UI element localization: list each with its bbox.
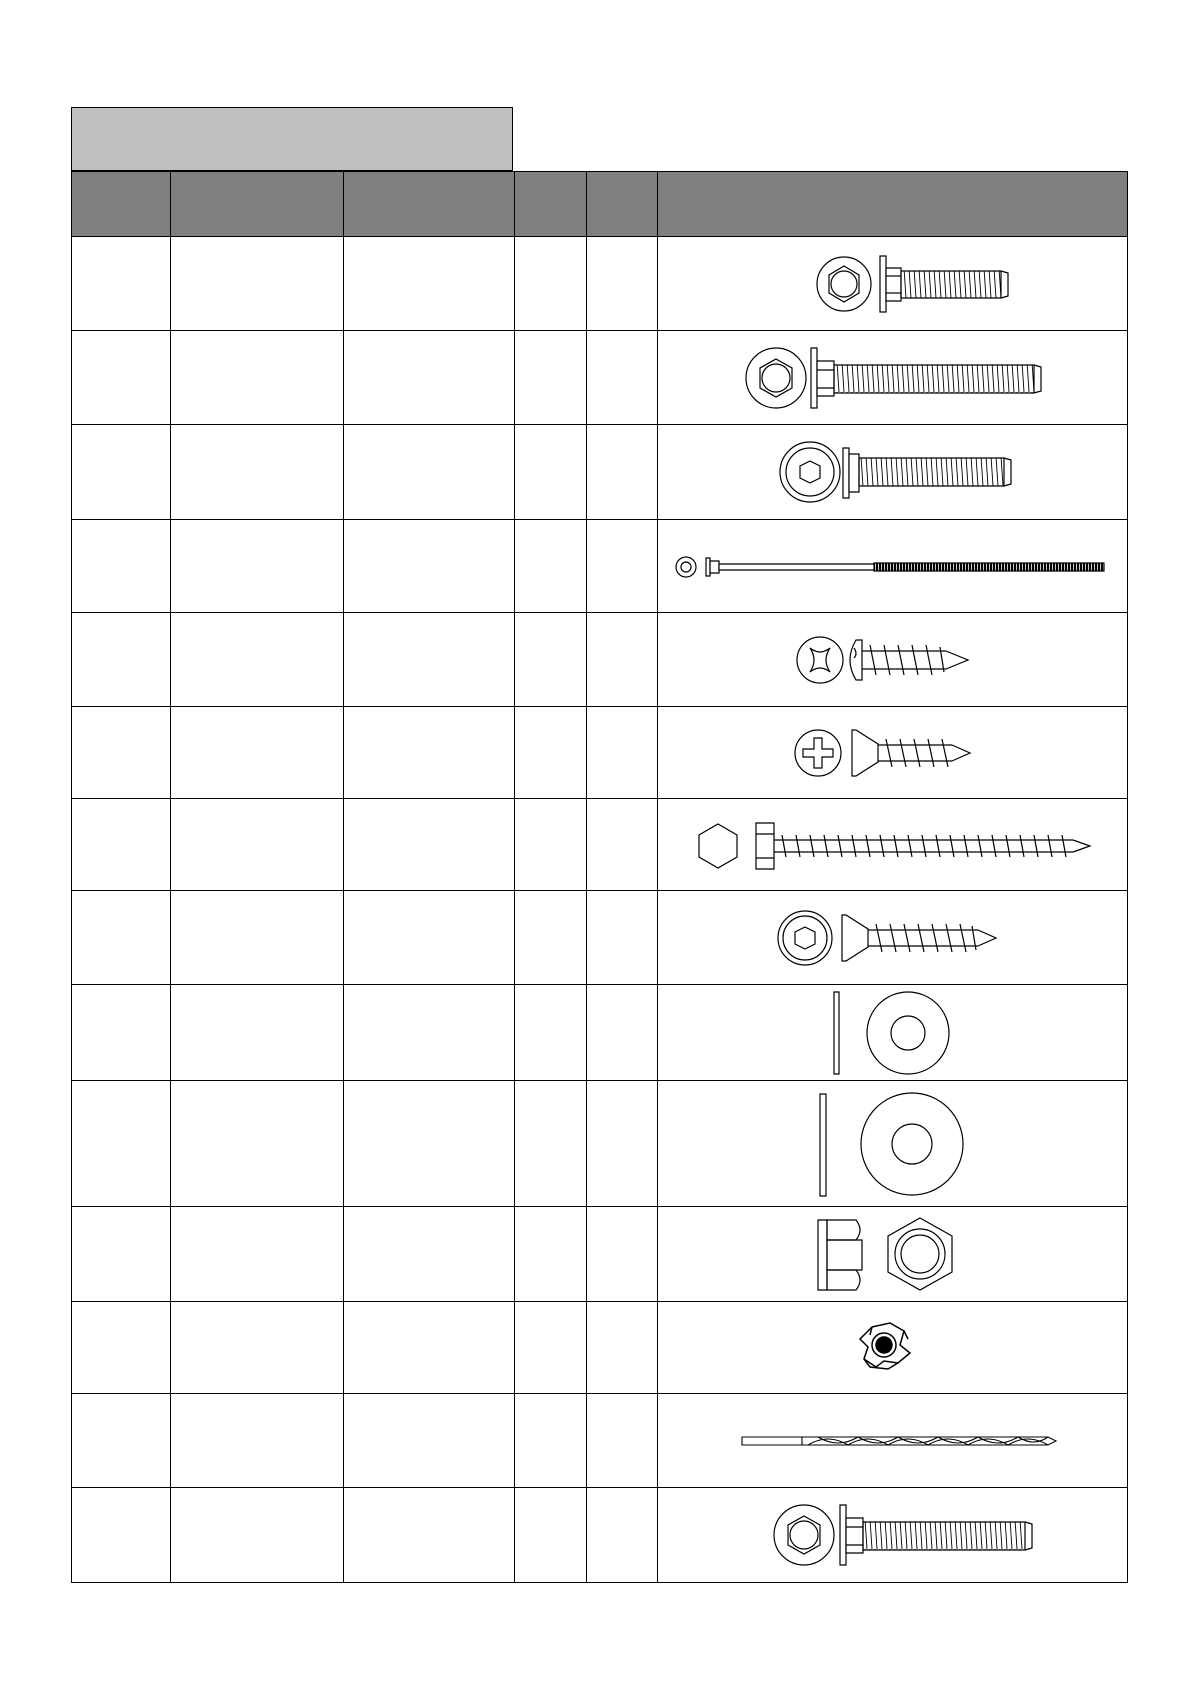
cell-size (344, 1394, 515, 1488)
cell-quantity (515, 1302, 587, 1394)
cell-size (344, 425, 515, 520)
hex-socket-countersunk-screw-icon (658, 892, 1128, 984)
cell-quantity (515, 613, 587, 707)
cell-spare (587, 1488, 658, 1583)
drill-bit-icon (658, 1395, 1128, 1487)
cell-code (72, 1302, 171, 1394)
cell-quantity (515, 1207, 587, 1302)
cell-quantity (515, 891, 587, 985)
column-header-description (171, 172, 344, 237)
cell-spare (587, 425, 658, 520)
cell-code (72, 1207, 171, 1302)
cell-spare (587, 1207, 658, 1302)
table-row (72, 331, 1128, 425)
hardware-table (71, 171, 1128, 1583)
tee-nut-icon (658, 1303, 1128, 1393)
cell-code (72, 1394, 171, 1488)
cell-spare (587, 1081, 658, 1207)
cell-quantity (515, 799, 587, 891)
table-row (72, 425, 1128, 520)
cell-description (171, 1302, 344, 1394)
hex-lock-nut-icon (658, 1208, 1128, 1301)
cell-quantity (515, 985, 587, 1081)
cell-spare (587, 331, 658, 425)
cell-size (344, 1488, 515, 1583)
table-row (72, 613, 1128, 707)
cell-code (72, 891, 171, 985)
cell-code (72, 799, 171, 891)
cell-size (344, 613, 515, 707)
cell-quantity (515, 1394, 587, 1488)
cell-code (72, 613, 171, 707)
hex-head-lag-screw-icon (658, 800, 1128, 890)
small-flat-washer-icon (658, 986, 1128, 1080)
cell-description (171, 891, 344, 985)
cell-description (171, 707, 344, 799)
cell-description (171, 1081, 344, 1207)
column-header-picture (658, 172, 1128, 237)
cell-quantity (515, 425, 587, 520)
cell-spare (587, 1302, 658, 1394)
cell-quantity (515, 237, 587, 331)
cell-description (171, 1394, 344, 1488)
cell-size (344, 520, 515, 613)
cell-quantity (515, 707, 587, 799)
cell-spare (587, 237, 658, 331)
table-header-row (72, 172, 1128, 237)
cell-size (344, 331, 515, 425)
cell-size (344, 985, 515, 1081)
phillips-countersunk-screw-icon (658, 708, 1128, 798)
table-row (72, 985, 1128, 1081)
cell-size (344, 1302, 515, 1394)
table-row (72, 1081, 1128, 1207)
cell-code (72, 237, 171, 331)
cell-description (171, 1488, 344, 1583)
cell-spare (587, 707, 658, 799)
table-row (72, 1488, 1128, 1583)
cell-quantity (515, 331, 587, 425)
cell-description (171, 520, 344, 613)
long-hex-flange-bolt-icon (658, 332, 1128, 424)
column-header-spare (587, 172, 658, 237)
cell-description (171, 799, 344, 891)
hex-flange-bolt-icon (658, 238, 1128, 330)
cell-quantity (515, 1488, 587, 1583)
cell-spare (587, 799, 658, 891)
table-row (72, 891, 1128, 985)
cell-description (171, 1207, 344, 1302)
cell-spare (587, 613, 658, 707)
cell-quantity (515, 1081, 587, 1207)
cell-size (344, 707, 515, 799)
cell-size (344, 237, 515, 331)
table-row (72, 1207, 1128, 1302)
cell-spare (587, 891, 658, 985)
table-row (72, 707, 1128, 799)
cell-code (72, 1488, 171, 1583)
table-row (72, 1302, 1128, 1394)
column-header-size (344, 172, 515, 237)
hex-socket-flange-bolt-icon (658, 426, 1128, 519)
cell-code (72, 1081, 171, 1207)
cell-code (72, 707, 171, 799)
table-row (72, 799, 1128, 891)
large-flat-washer-icon (658, 1082, 1128, 1206)
pozidriv-pan-head-screw-icon (658, 614, 1128, 706)
cell-size (344, 891, 515, 985)
table-row (72, 520, 1128, 613)
cell-description (171, 237, 344, 331)
cell-spare (587, 985, 658, 1081)
cell-size (344, 1081, 515, 1207)
hex-flange-bolt-icon (658, 1489, 1128, 1582)
cell-size (344, 1207, 515, 1302)
cell-code (72, 425, 171, 520)
cell-code (72, 520, 171, 613)
cell-spare (587, 1394, 658, 1488)
cell-description (171, 985, 344, 1081)
cell-code (72, 331, 171, 425)
table-row (72, 237, 1128, 331)
long-threaded-rod-bolt-icon (658, 521, 1128, 612)
table-row (72, 1394, 1128, 1488)
cell-code (72, 985, 171, 1081)
column-header-code (72, 172, 171, 237)
cell-description (171, 331, 344, 425)
cell-size (344, 799, 515, 891)
cell-description (171, 613, 344, 707)
hardware-list-title (71, 107, 513, 171)
cell-quantity (515, 520, 587, 613)
cell-description (171, 425, 344, 520)
cell-spare (587, 520, 658, 613)
column-header-quantity (515, 172, 587, 237)
